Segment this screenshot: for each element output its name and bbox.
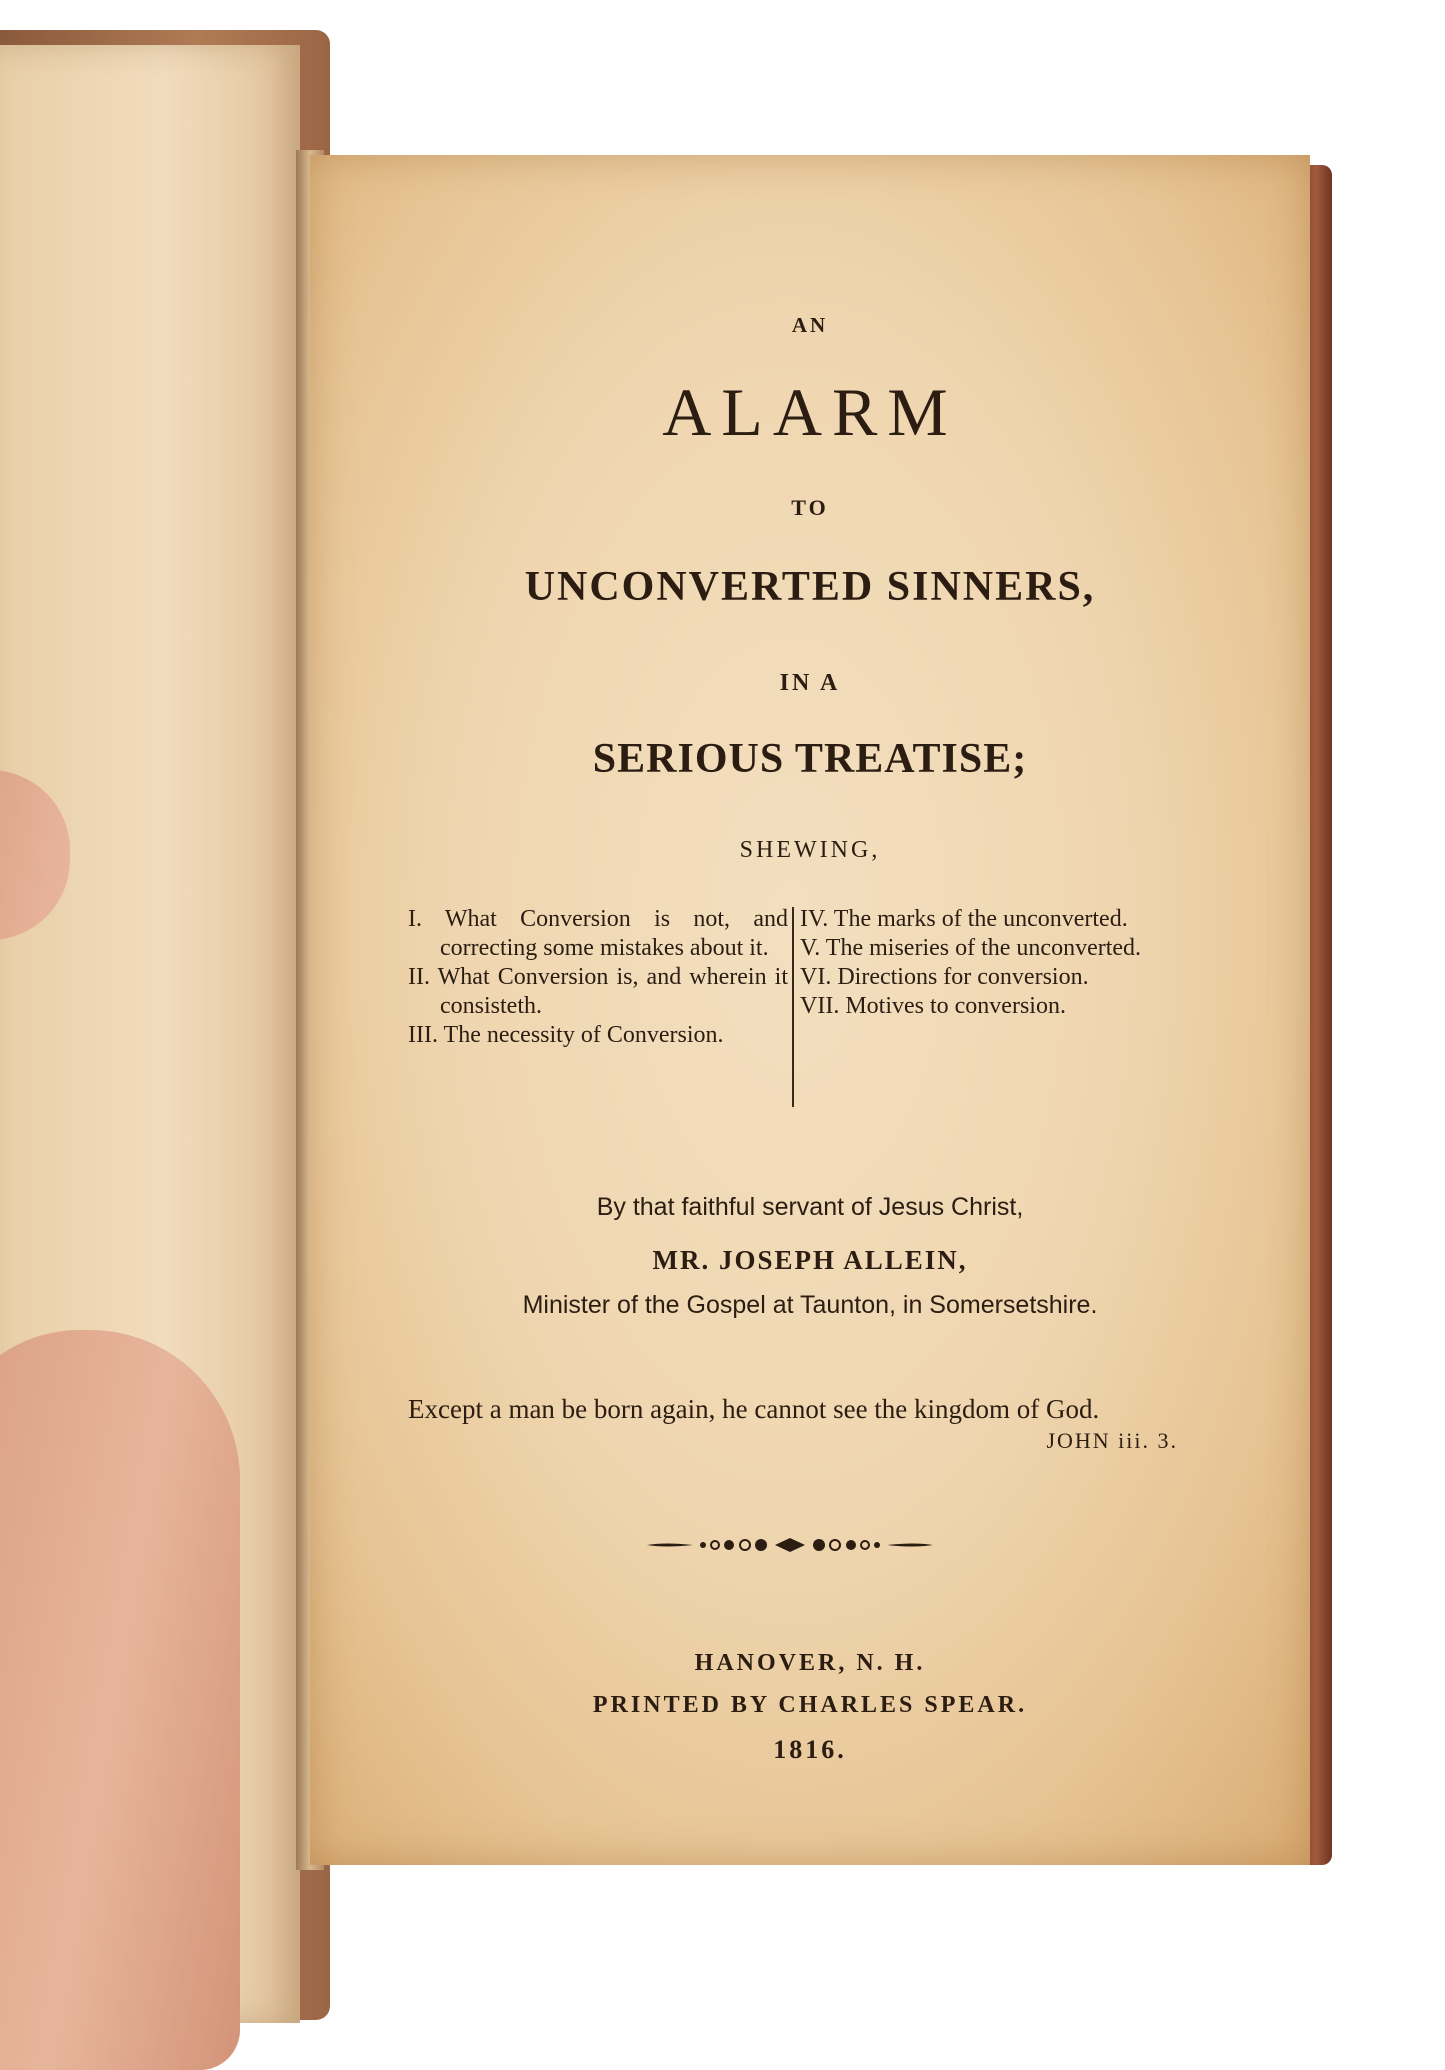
author-name: MR. JOSEPH ALLEIN, — [652, 1245, 968, 1275]
contents-right-column — [800, 905, 1188, 1021]
imprint-place: HANOVER, N. H. — [694, 1650, 926, 1676]
main-title: ALARM — [662, 374, 958, 450]
title-connector-in-a: IN A — [779, 670, 841, 696]
contents-entry-3: III. The necessity of Conversion. — [408, 1022, 724, 1048]
title-article: AN — [791, 313, 829, 337]
subtitle: UNCONVERTED SINNERS, — [524, 564, 1096, 610]
author-title: Minister of the Gospel at Taunton, in Somersetshire. — [522, 1291, 1098, 1319]
contents-entry-6: VI. Directions for conversion. — [800, 964, 1089, 990]
contents-divider — [792, 907, 794, 1107]
imprint-printer: PRINTED BY CHARLES SPEAR. — [592, 1692, 1028, 1718]
contents-left-column — [408, 905, 788, 1050]
byline: By that faithful servant of Jesus Christ, — [596, 1193, 1024, 1221]
contents-entry-7: VII. Motives to conversion. — [800, 993, 1066, 1019]
epigraph-text: Except a man be born again, he cannot see the kingdom of God. — [408, 1394, 1100, 1424]
shewing-heading: SHEWING, — [739, 837, 881, 863]
contents-entry-5: V. The miseries of the unconverted. — [800, 935, 1142, 961]
contents-list — [408, 905, 1188, 1115]
hand-thumb — [0, 1330, 240, 2070]
title-page — [310, 155, 1310, 1865]
epigraph — [408, 1393, 1198, 1453]
title-connector-to: TO — [791, 495, 829, 520]
contents-entry-1: I. What Conversion is not, and correcting some mistakes about it. — [408, 906, 788, 961]
epigraph-reference: JOHN iii. 3. — [1046, 1428, 1178, 1453]
imprint-year: 1816. — [773, 1735, 847, 1764]
contents-entry-2: II. What Conversion is, and wherein it consisteth. — [408, 964, 788, 1019]
contents-entry-4: IV. The marks of the unconverted. — [800, 906, 1128, 932]
treatise-line: SERIOUS TREATISE; — [592, 736, 1028, 782]
ornament-rule-icon — [645, 1535, 935, 1555]
